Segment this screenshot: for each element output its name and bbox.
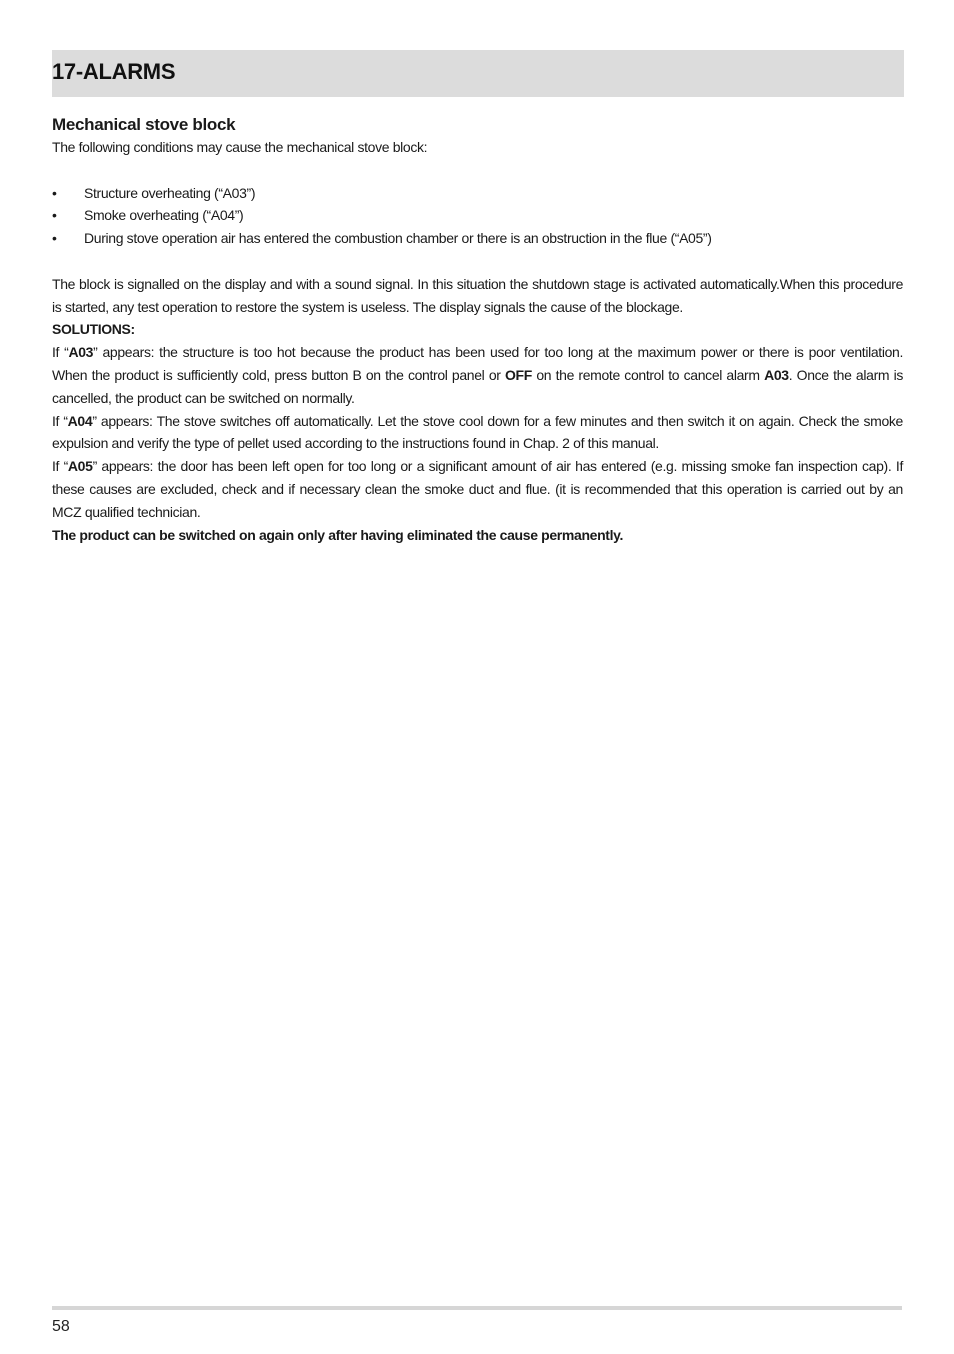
solution-text: ” appears: the structure is too hot because the product has been used for too long at the maximum power or there is poor ventilation. When the product is sufficiently cold, press button B on the control panel or	[52, 344, 903, 383]
content-body	[52, 114, 903, 546]
list-item	[52, 204, 903, 227]
solutions-label	[52, 318, 903, 341]
alarm-code: A05	[67, 458, 93, 475]
solution-text: ” appears: The stove switches off automatically. Let the stove cool down for a few minutes and then switch it on again. Check the smoke expulsion and verify the type of pellet used according to the instructions found in Chap. 2 of this manual.	[52, 412, 903, 452]
intro-paragraph: The following conditions may cause the mechanical stove block:	[52, 139, 428, 155]
list-item	[52, 182, 903, 205]
alarm-code: A03	[764, 366, 789, 383]
solution-text: ” appears: the door has been left open for too long or a significant amount of air has entered (e.g. missing smoke fan inspection cap). If these causes are excluded, check and if necessary clean the smoke duct and flue. (it is recommended that this operation is carried out by an MCZ qualified technician.	[52, 458, 903, 520]
conditions-list	[52, 182, 903, 250]
solution-a04	[52, 410, 903, 456]
solution-a05	[52, 455, 903, 523]
solution-a03	[52, 341, 903, 409]
bullet-icon: •	[52, 184, 57, 201]
page-number: 58	[52, 1318, 70, 1335]
solutions-label-text: SOLUTIONS:	[52, 321, 135, 338]
final-note-text: The product can be switched on again only after having eliminated the cause permanently.	[52, 526, 624, 543]
solution-prefix: If “	[52, 344, 69, 361]
footer-divider	[52, 1306, 902, 1310]
subheading: Mechanical stove block	[52, 115, 236, 134]
final-note	[52, 524, 903, 547]
solution-prefix: If “	[52, 458, 68, 475]
solution-prefix: If “	[52, 412, 68, 429]
list-item	[52, 227, 903, 250]
section-header-bar	[52, 50, 904, 97]
off-label: OFF	[504, 366, 532, 383]
section-title: 17-ALARMS	[52, 59, 176, 84]
block-paragraph: The block is signalled on the display and with a sound signal. In this situation the shutdown stage is activated automatically.When this procedure is started, any test operation to restore the system is useless. The display signals the cause of the blockage.	[52, 275, 903, 315]
list-item-text: During stove operation air has entered the combustion chamber or there is an obstruction in the flue (“A05”)	[84, 230, 712, 247]
solution-text: on the remote control to cancel alarm	[531, 366, 765, 383]
alarm-code: A03	[68, 344, 94, 361]
spacer	[52, 159, 903, 182]
solution-text: . Once the alarm is cancelled, the product can be switched on normally.	[52, 366, 904, 406]
spacer	[52, 250, 903, 273]
list-item-text: Structure overheating (“A03”)	[84, 184, 256, 201]
list-item-text: Smoke overheating (“A04”)	[84, 207, 244, 224]
bullet-icon: •	[52, 230, 57, 247]
alarm-code: A04	[67, 412, 93, 429]
bullet-icon: •	[52, 207, 57, 224]
